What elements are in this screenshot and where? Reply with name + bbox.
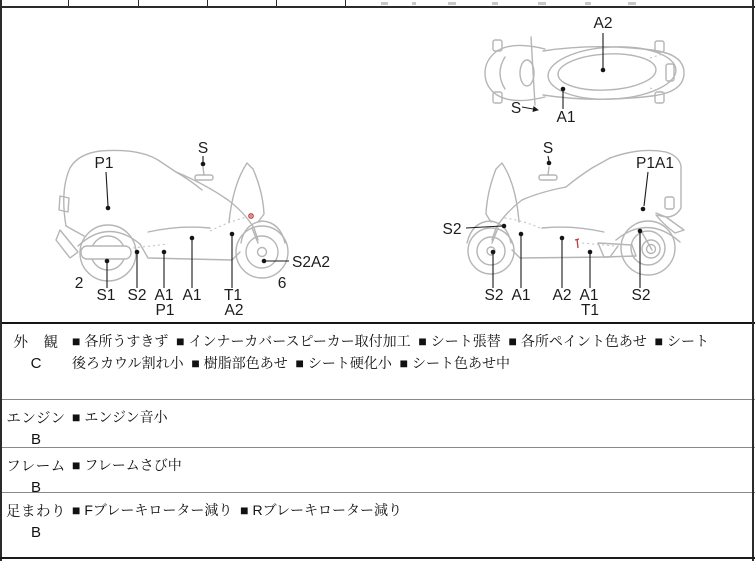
diagram-label-A1: A1	[556, 109, 576, 126]
section-column	[0, 493, 72, 559]
grade-table-row	[0, 447, 755, 496]
grade-table	[0, 322, 755, 559]
diagram-label-6: 6	[277, 275, 287, 292]
diagram-label-A1: A1	[511, 287, 531, 304]
scooter-right-side-view	[56, 150, 288, 281]
section-grade: C	[30, 355, 42, 372]
section-name: 足まわり	[6, 504, 66, 520]
sheet-left-border	[0, 0, 2, 561]
diagram-label-P1A1: P1A1	[636, 155, 674, 172]
grade-table-row	[0, 324, 755, 399]
section-items: ■ 各所うすきず ■ インナーカバースピーカー取付加工 ■ シート張替 ■ 各所ペイント色あせ ■ シート後ろカウル割れ小 ■ 樹脂部色あせ ■ シート硬化小 ■ シート色あせ中	[72, 333, 710, 371]
diagram-label-2: 2	[74, 275, 84, 292]
diagram-label-S1: S1	[96, 287, 116, 304]
section-items: ■ フレームさび中	[72, 457, 182, 473]
section-items: ■ エンジン音小	[72, 409, 168, 425]
section-name: フレーム	[6, 459, 66, 475]
diagram-label-A2: A2	[552, 287, 572, 304]
section-column	[0, 448, 72, 496]
sheet-right-border	[752, 0, 754, 561]
section-items: ■ Fブレーキローター減り ■ Rブレーキローター減り	[72, 502, 403, 518]
diagram-label-S: S	[197, 140, 209, 157]
diagram-label-S2: S2	[631, 287, 651, 304]
diagram-label-A1: A1	[154, 287, 174, 304]
annotation-labels	[75, 15, 674, 319]
scooter-top-view	[485, 37, 684, 105]
diagram-label-S: S	[510, 100, 522, 117]
section-column	[0, 324, 72, 399]
diagram-label-A2: A2	[224, 302, 244, 319]
section-column	[0, 400, 72, 447]
diagram-label-S: S	[542, 140, 554, 157]
diagram-label-S2: S2	[484, 287, 504, 304]
diagram-label-S2A2: S2A2	[292, 254, 330, 271]
grade-table-row	[0, 399, 755, 447]
diagram-label-A2: A2	[593, 15, 613, 32]
diagram-label-T1: T1	[223, 287, 243, 304]
section-grade: B	[30, 431, 41, 448]
diagram-label-A1: A1	[579, 287, 599, 304]
diagram-label-T1: T1	[580, 302, 600, 319]
diagram-label-S2: S2	[127, 287, 147, 304]
section-name: 外 観	[13, 335, 59, 351]
grade-table-row	[0, 492, 755, 559]
section-grade: B	[30, 479, 41, 496]
diagram-label-A1: A1	[182, 287, 202, 304]
section-name: エンジン	[6, 411, 66, 427]
diagram-label-S2: S2	[442, 221, 462, 238]
section-grade: B	[30, 524, 41, 541]
sheet-bottom-border	[0, 557, 755, 559]
diagram-label-P1: P1	[94, 155, 114, 172]
diagram-label-P1: P1	[155, 302, 175, 319]
